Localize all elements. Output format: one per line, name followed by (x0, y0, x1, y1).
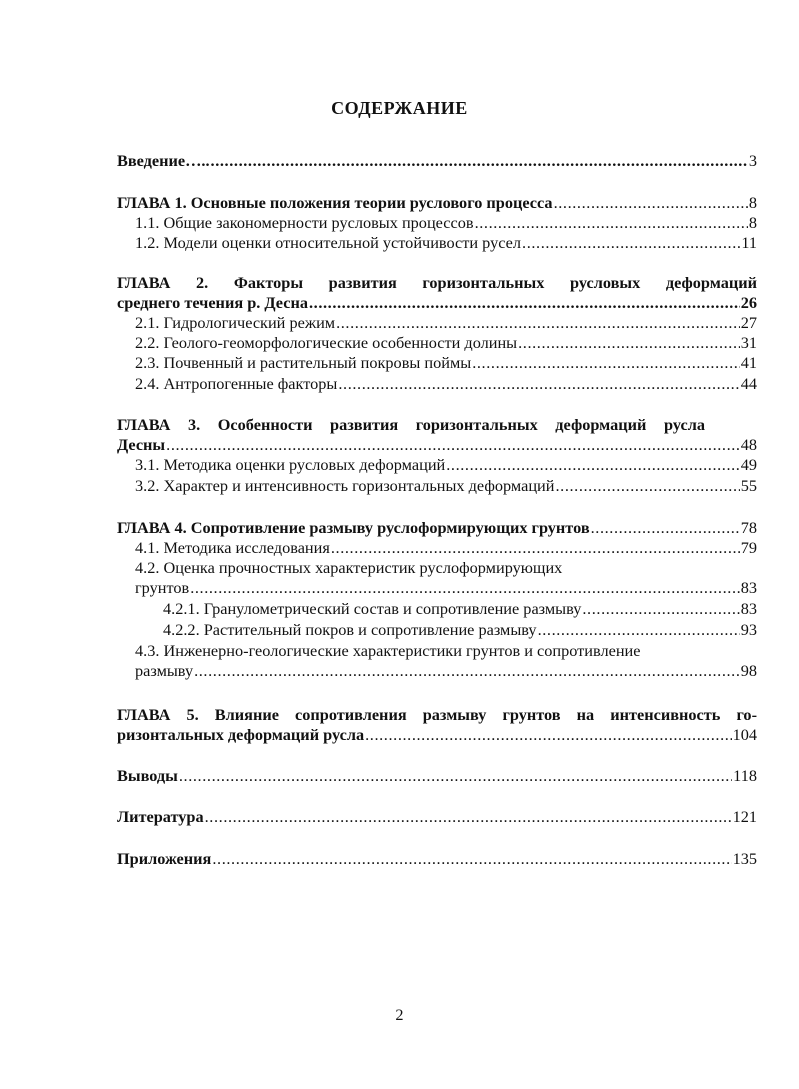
toc-page: 44 (740, 374, 757, 393)
toc-leader (582, 599, 739, 619)
toc-entry-chapter-2 (117, 293, 757, 313)
toc-entry-text: 4.2.1. Гранулометрический состав и сопротивление размыву (163, 599, 582, 618)
toc-entry-4-3 (135, 661, 757, 681)
toc-leader (472, 353, 740, 373)
toc-leader (338, 374, 739, 394)
toc-entry-chapter-2-line-1 (117, 273, 757, 293)
toc-leader (194, 661, 740, 681)
toc-entry-4-2-1 (163, 599, 757, 619)
toc-page: 98 (740, 661, 757, 680)
toc-page: 104 (732, 725, 757, 744)
toc-entry-text: 3.1. Методика оценки русловых деформаций (135, 455, 446, 474)
toc-entry-1-2 (135, 233, 757, 253)
toc-entry-text: ГЛАВА 3. Особенности развития горизонтальных деформаций русла (117, 415, 705, 434)
toc-page: 55 (740, 476, 757, 495)
toc-entry-text: ГЛАВА 2. Факторы развития горизонтальных русловых деформаций (117, 273, 757, 292)
toc-page: 48 (740, 435, 757, 454)
toc-entry-text: ГЛАВА 5. Влияние сопротивления размыву грунтов на интенсивность го- (117, 705, 757, 724)
toc-entry-appendix (117, 849, 757, 869)
toc-leader (475, 213, 748, 233)
toc-entry-4-1 (135, 538, 757, 558)
page-number: 2 (395, 1005, 404, 1024)
toc-page: 26 (740, 293, 757, 312)
toc-entry-intro (117, 151, 757, 171)
toc-leader (190, 578, 740, 598)
toc-entry-chapter-5-line-1 (117, 705, 757, 725)
toc-leader (309, 293, 740, 313)
toc-leader (365, 725, 731, 745)
toc-leader (212, 849, 731, 869)
toc-entry-text: Выводы (117, 766, 178, 785)
toc-entry-chapter-5 (117, 725, 757, 745)
toc-entry-literature (117, 807, 757, 827)
toc-page: 27 (740, 313, 757, 332)
toc-entry-chapter-4 (117, 518, 757, 538)
toc-leader (179, 766, 732, 786)
toc-leader (518, 333, 740, 353)
toc-entry-text: размыву (135, 661, 194, 680)
toc-entry-text: грунтов (135, 578, 190, 597)
toc-leader (336, 313, 740, 333)
toc-entry-4-2-line-1 (135, 558, 757, 578)
toc-entry-text: 2.3. Почвенный и растительный покровы поймы (135, 353, 472, 372)
toc-leader (205, 807, 732, 827)
toc-entry-text: Десны (117, 435, 166, 454)
toc-page: 83 (740, 578, 757, 597)
toc-entry-text: Приложения (117, 849, 212, 868)
toc-entry-chapter-1 (117, 193, 757, 213)
toc-leader (538, 620, 740, 640)
toc-entry-text: 4.3. Инженерно-геологические характеристики грунтов и сопротивление (135, 641, 641, 660)
toc-entry-text: ГЛАВА 4. Сопротивление размыву руслоформирующих грунтов (117, 518, 590, 537)
toc-entry-4-2 (135, 578, 757, 598)
toc-entry-text: 2.2. Геолого-геоморфологические особенности долины (135, 333, 518, 352)
toc-leader (331, 538, 740, 558)
toc-leader (522, 233, 740, 253)
toc-entry-text: 2.4. Антропогенные факторы (135, 374, 338, 393)
toc-page: 121 (732, 807, 757, 826)
toc-entry-text: Литература (117, 807, 204, 826)
toc-leader (446, 455, 739, 475)
toc-entry-3-2 (135, 476, 757, 496)
toc-page: 83 (740, 599, 757, 618)
toc-entry-3-1 (135, 455, 757, 475)
toc-entry-text: 3.2. Характер и интенсивность горизонтальных деформаций (135, 476, 555, 495)
toc-entry-conclusions (117, 766, 757, 786)
toc-entry-text: 1.1. Общие закономерности русловых процессов (135, 213, 474, 232)
toc-page: 78 (740, 518, 757, 537)
toc-page: 135 (732, 849, 757, 868)
toc-page: 41 (740, 353, 757, 372)
toc-page: 93 (740, 620, 757, 639)
toc-entry-2-4 (135, 374, 757, 394)
toc-entry-text: ГЛАВА 1. Основные положения теории руслового процесса (117, 193, 553, 212)
toc-page: 49 (740, 455, 757, 474)
toc-page: 31 (740, 333, 757, 352)
toc-entry-2-3 (135, 353, 757, 373)
toc-leader (166, 435, 740, 455)
toc-entry-text: 4.1. Методика исследования (135, 538, 330, 557)
page-title: СОДЕРЖАНИЕ (331, 98, 468, 118)
toc-entry-text: 4.2.2. Растительный покров и сопротивление размыву (163, 620, 537, 639)
toc-entry-text: среднего течения р. Десна (117, 293, 308, 312)
toc-entry-text: 4.2. Оценка прочностных характеристик руслоформирующих (135, 558, 563, 577)
toc-page: 8 (748, 193, 757, 212)
toc-page: 118 (733, 766, 757, 785)
toc-entry-text: ризонтальных деформаций русла (117, 725, 365, 744)
toc-page: 8 (748, 213, 757, 232)
toc-entry-text: Введение….. (117, 151, 210, 170)
toc-leader (211, 151, 748, 171)
toc-entry-chapter-3-line-1 (117, 415, 705, 435)
toc-entry-1-1 (135, 213, 757, 233)
toc-leader (555, 476, 739, 496)
toc-entry-chapter-3 (117, 435, 757, 455)
toc-leader (554, 193, 748, 213)
toc-entry-4-2-2 (163, 620, 757, 640)
toc-entry-2-2 (135, 333, 757, 353)
toc-leader (591, 518, 740, 538)
toc-page: 3 (748, 151, 757, 170)
toc-entry-4-3-line-1 (135, 641, 757, 661)
toc-entry-2-1 (135, 313, 757, 333)
toc-page: 11 (741, 233, 757, 252)
toc-entry-text: 1.2. Модели оценки относительной устойчивости русел (135, 233, 522, 252)
toc-entry-text: 2.1. Гидрологический режим (135, 313, 336, 332)
toc-page: 79 (740, 538, 757, 557)
